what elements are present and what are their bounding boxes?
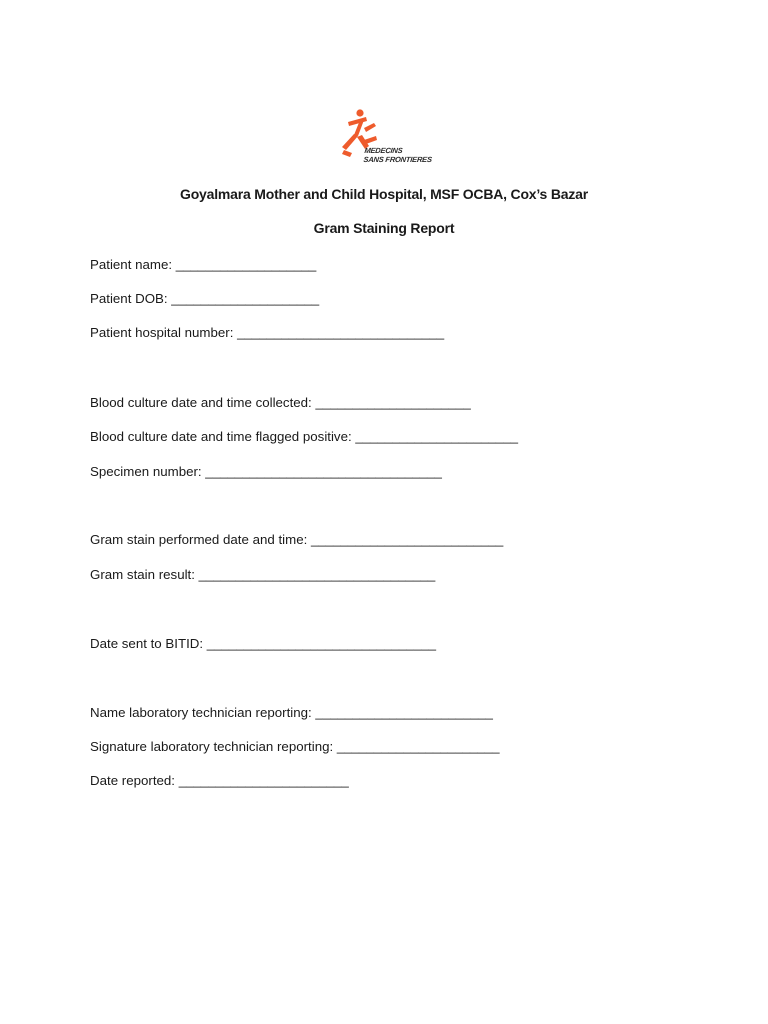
specimen-number-field: Specimen number: ________________________________ xyxy=(90,464,442,479)
gram-stain-result-field: Gram stain result: ________________________________ xyxy=(90,567,436,582)
technician-name-field: Name laboratory technician reporting: ________________________ xyxy=(90,705,493,720)
blood-culture-flagged-field: Blood culture date and time flagged positive: ______________________ xyxy=(90,429,519,444)
technician-signature-field: Signature laboratory technician reporting: ______________________ xyxy=(90,739,500,754)
date-reported-field: Date reported: _______________________ xyxy=(90,773,349,788)
blood-culture-collected-field: Blood culture date and time collected: _____________________ xyxy=(90,395,471,410)
report-title: Gram Staining Report xyxy=(313,220,455,236)
gram-stain-performed-field: Gram stain performed date and time: __________________________ xyxy=(90,532,504,547)
patient-hospital-number-field: Patient hospital number: ____________________________ xyxy=(90,325,445,340)
date-sent-bitid-field: Date sent to BITID: _______________________________ xyxy=(90,636,437,651)
logo-line-1: MEDECINS xyxy=(364,146,403,155)
msf-logo-text xyxy=(363,146,433,164)
patient-dob-field: Patient DOB: ____________________ xyxy=(90,291,320,306)
logo-line-2: SANS FRONTIERES xyxy=(363,155,433,164)
hospital-heading: Goyalmara Mother and Child Hospital, MSF OCBA, Cox’s Bazar xyxy=(180,186,588,202)
patient-name-field: Patient name: ___________________ xyxy=(90,257,317,272)
